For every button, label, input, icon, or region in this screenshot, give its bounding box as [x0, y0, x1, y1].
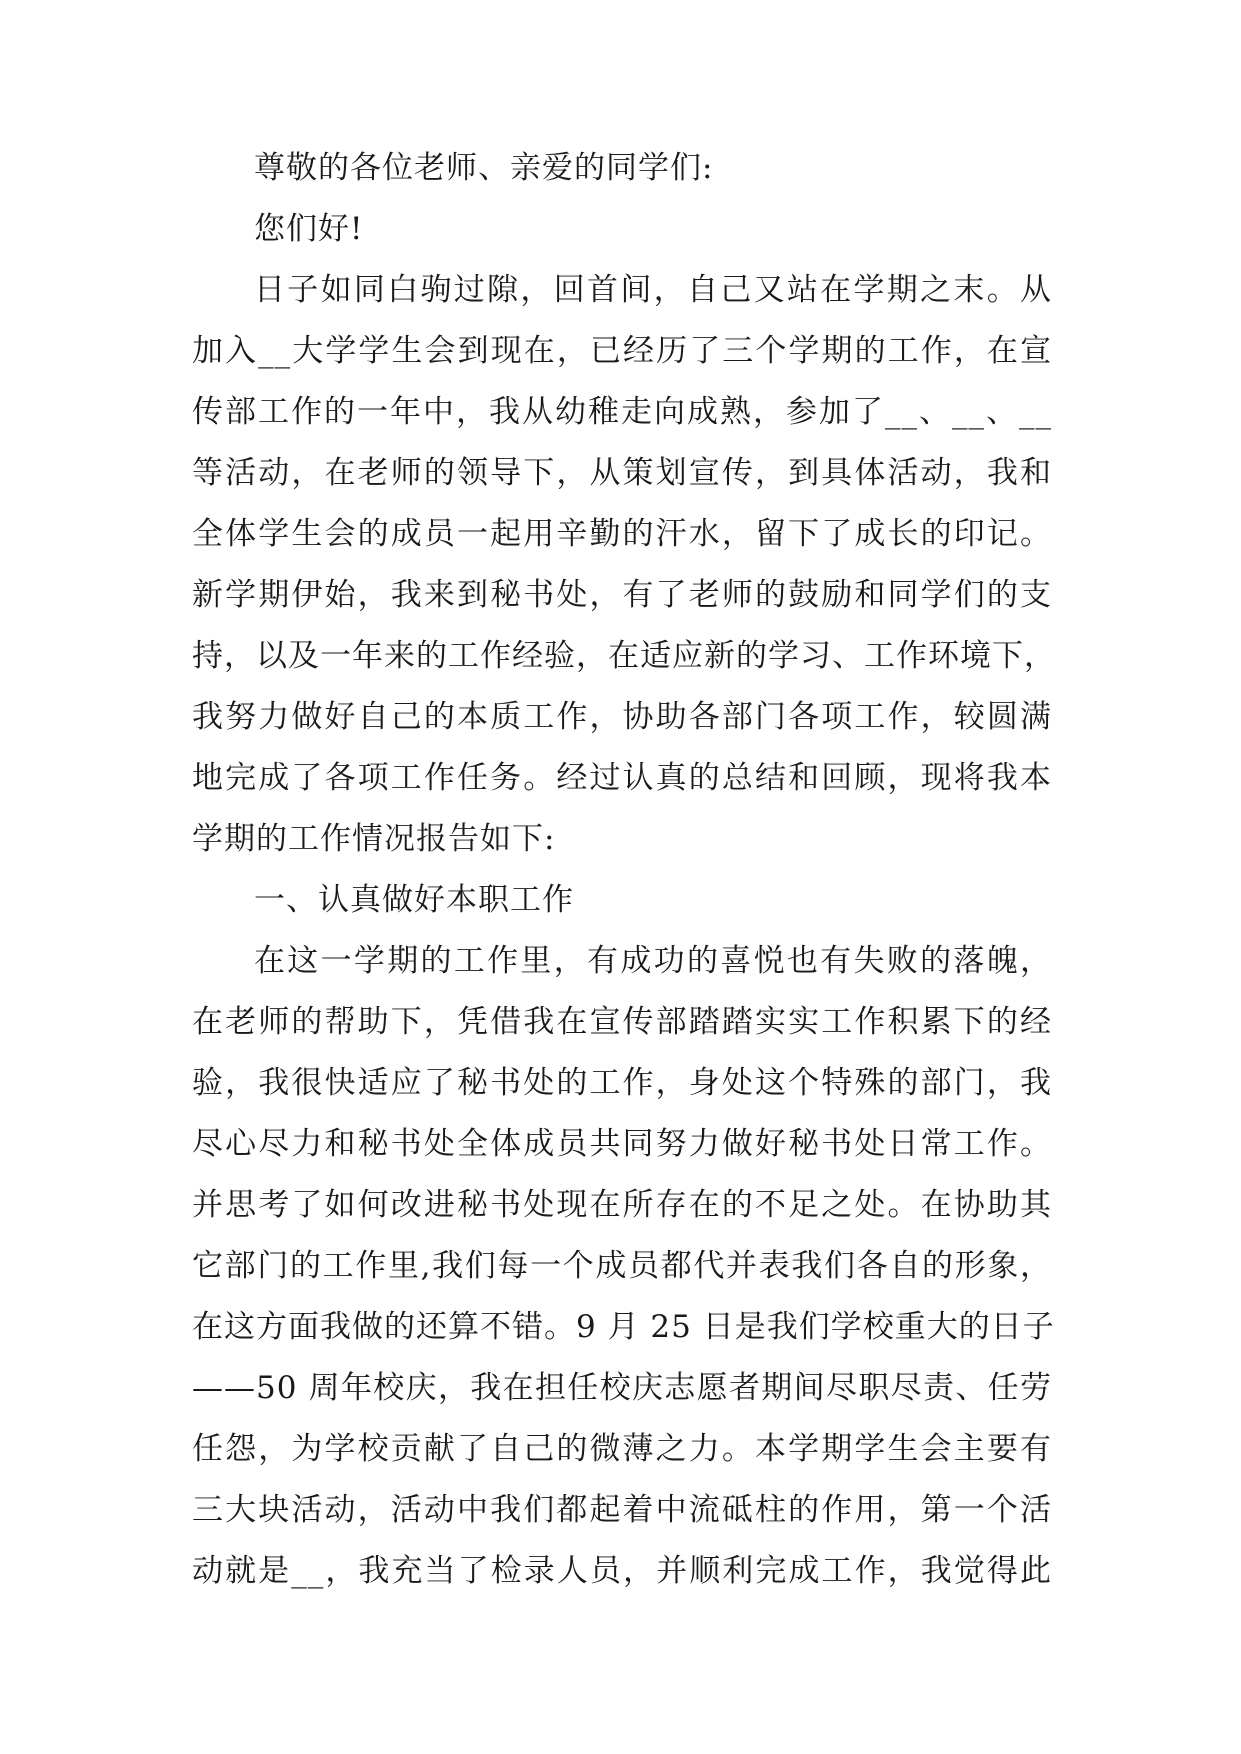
- paragraph-line: 学期的工作情况报告如下:: [192, 821, 556, 857]
- salutation: 尊敬的各位老师、亲爱的同学们:: [254, 150, 714, 186]
- paragraph-line: 它部门的工作里,我们每一个成员都代并表我们各自的形象，: [192, 1248, 1052, 1284]
- paragraph-line: 在老师的帮助下，凭借我在宣传部踏踏实实工作积累下的经: [192, 1004, 1052, 1040]
- paragraph-line: 新学期伊始，我来到秘书处，有了老师的鼓励和同学们的支: [192, 577, 1052, 613]
- paragraph-line: 验，我很快适应了秘书处的工作，身处这个特殊的部门，我: [192, 1065, 1052, 1101]
- section-heading: 一、认真做好本职工作: [254, 882, 574, 918]
- paragraph-line: 尽心尽力和秘书处全体成员共同努力做好秘书处日常工作。: [192, 1126, 1052, 1162]
- paragraph-line: 加入__大学学生会到现在，已经历了三个学期的工作，在宣: [192, 333, 1052, 369]
- paragraph-line: 在这方面我做的还算不错。9 月 25 日是我们学校重大的日子: [192, 1309, 1055, 1345]
- paragraph-line: 地完成了各项工作任务。经过认真的总结和回顾，现将我本: [192, 760, 1052, 796]
- paragraph-line: 传部工作的一年中，我从幼稚走向成熟，参加了__、__、__: [192, 394, 1052, 430]
- paragraph-line: 全体学生会的成员一起用辛勤的汗水，留下了成长的印记。: [192, 516, 1052, 552]
- paragraph-line: 任怨，为学校贡献了自己的微薄之力。本学期学生会主要有: [192, 1431, 1052, 1467]
- paragraph-line: 在这一学期的工作里，有成功的喜悦也有失败的落魄，: [254, 943, 1052, 979]
- paragraph-line: 等活动，在老师的领导下，从策划宣传，到具体活动，我和: [192, 455, 1052, 491]
- paragraph-line: 三大块活动，活动中我们都起着中流砥柱的作用，第一个活: [192, 1492, 1052, 1528]
- paragraph-line: 并思考了如何改进秘书处现在所存在的不足之处。在协助其: [192, 1187, 1052, 1223]
- paragraph-line: 我努力做好自己的本质工作，协助各部门各项工作，较圆满: [192, 699, 1052, 735]
- paragraph-line: ——50 周年校庆，我在担任校庆志愿者期间尽职尽责、任劳: [192, 1370, 1052, 1406]
- greeting: 您们好!: [254, 211, 364, 247]
- paragraph-line: 持，以及一年来的工作经验，在适应新的学习、工作环境下，: [192, 638, 1056, 674]
- paragraph-line: 日子如同白驹过隙，回首间，自己又站在学期之末。从: [254, 272, 1052, 308]
- paragraph-line: 动就是__，我充当了检录人员，并顺利完成工作，我觉得此: [192, 1553, 1052, 1589]
